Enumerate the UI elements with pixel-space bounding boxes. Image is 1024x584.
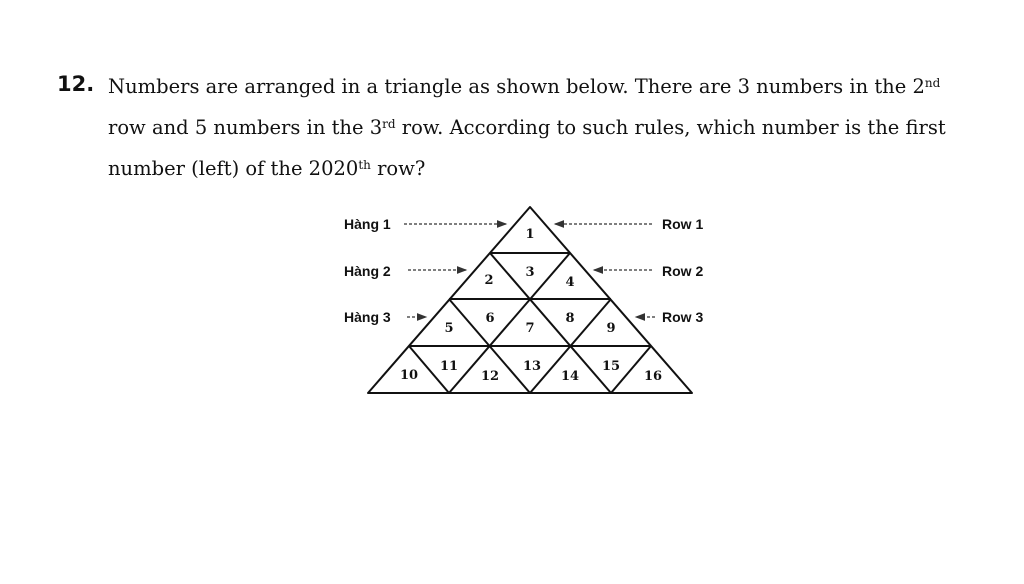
question-line-2: row and 5 numbers in the 3rd row. According to such rules, which number is the first bbox=[108, 116, 946, 139]
question-line-1: Numbers are arranged in a triangle as shown below. There are 3 numbers in the 2nd bbox=[108, 75, 941, 98]
cell-number: 8 bbox=[565, 311, 575, 326]
left-row-label: Hàng 1 bbox=[344, 216, 391, 232]
right-row-label: Row 2 bbox=[662, 263, 704, 279]
cell-number: 16 bbox=[643, 369, 663, 384]
right-row-label: Row 3 bbox=[662, 309, 704, 325]
cell-number: 12 bbox=[480, 369, 500, 384]
cell-number: 15 bbox=[601, 359, 621, 374]
grid-line bbox=[449, 253, 570, 393]
cell-number: 4 bbox=[565, 275, 575, 290]
cell-number: 11 bbox=[439, 359, 459, 374]
cell-number: 2 bbox=[484, 273, 494, 288]
question-line-3: number (left) of the 2020th row? bbox=[108, 157, 426, 180]
right-row-label: Row 1 bbox=[662, 216, 704, 232]
left-row-label: Hàng 2 bbox=[344, 263, 391, 279]
cell-number: 10 bbox=[399, 368, 419, 383]
cell-number: 14 bbox=[560, 369, 580, 384]
question-number: 12. bbox=[57, 72, 95, 96]
cell-number: 13 bbox=[522, 359, 542, 374]
cell-number: 5 bbox=[444, 321, 454, 336]
grid-line bbox=[490, 253, 611, 393]
cell-number: 1 bbox=[525, 227, 535, 242]
cell-number: 9 bbox=[606, 321, 616, 336]
left-row-label: Hàng 3 bbox=[344, 309, 391, 325]
cell-number: 6 bbox=[485, 311, 495, 326]
cell-number: 3 bbox=[525, 265, 535, 280]
cell-number: 7 bbox=[525, 321, 535, 336]
